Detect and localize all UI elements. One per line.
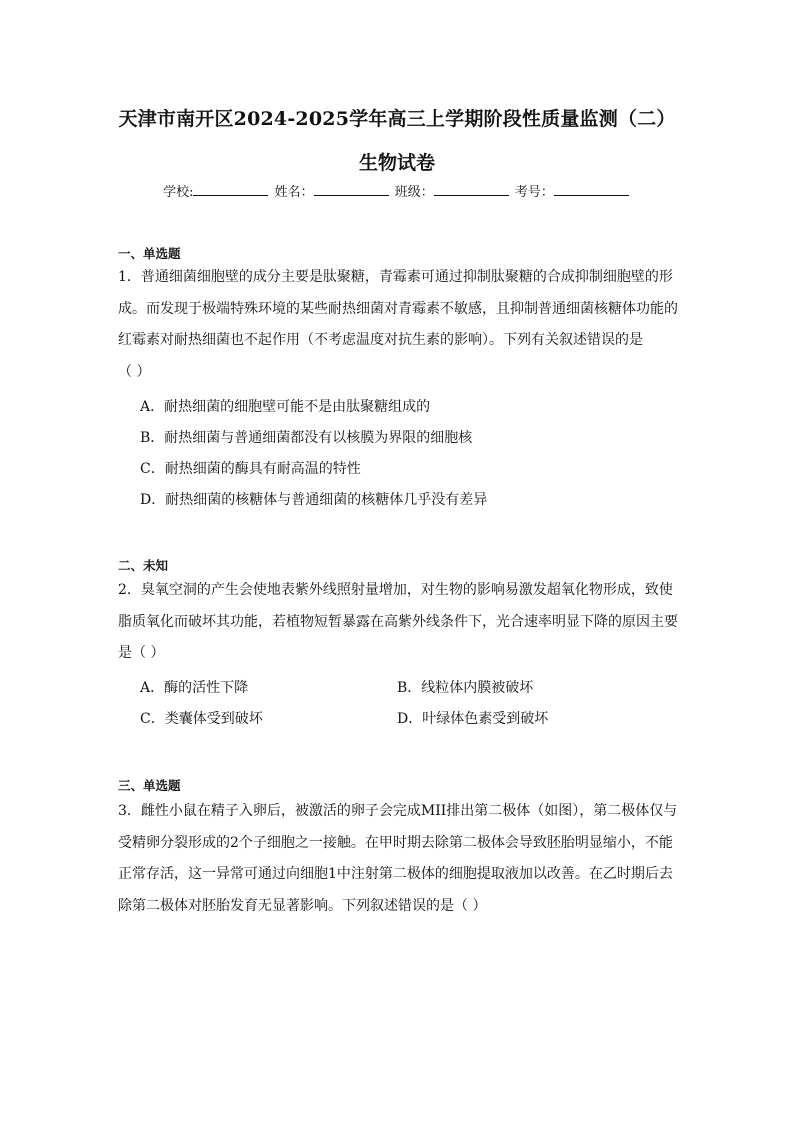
question-1-line: 1．普通细菌细胞壁的成分主要是肽聚糖，青霉素可通过抑制肽聚糖的合成抑制细胞壁的形 (118, 269, 673, 285)
question-2-line: 脂质氧化而破坏其功能，若植物短暂暴露在高紫外线条件下，光合速率明显下降的原因主要 (118, 613, 678, 630)
exam-number-label: 考号： (514, 185, 554, 200)
school-blank[interactable] (193, 183, 268, 196)
question-2-option-a: A．酶的活性下降 (140, 680, 249, 696)
page-title: 天津市南开区2024-2025学年高三上学期阶段性质量监测（二） (118, 108, 676, 130)
question-1-option-b: B．耐热细菌与普通细菌都没有以核膜为界限的细胞核 (140, 430, 473, 446)
question-3-line: 受精卵分裂形成的2个子细胞之一接触。在甲时期去除第二极体会导致胚胎明显缩小，不能 (118, 834, 673, 851)
name-blank[interactable] (314, 183, 389, 196)
question-1-option-a: A．耐热细菌的细胞壁可能不是由肽聚糖组成的 (140, 399, 431, 415)
question-2-option-b: B．线粒体内膜被破坏 (397, 680, 534, 696)
question-3-line: 除第二极体对胚胎发育无显著影响。下列叙述错误的是（ ） (118, 897, 487, 914)
question-3-line: 正常存活，这一异常可通过向细胞1中注射第二极体的细胞提取液加以改善。在乙时期后去 (118, 866, 673, 882)
question-1-line: （ ） (118, 363, 151, 380)
question-1-option-c: C．耐热细菌的酶具有耐高温的特性 (140, 461, 361, 477)
question-2-stem (118, 575, 678, 670)
page-subtitle: 生物试卷 (358, 152, 435, 174)
section-heading-2: 二、未知 (118, 558, 169, 573)
question-1-option-d: D．耐热细菌的核糖体与普通细菌的核糖体几乎没有差异 (140, 492, 488, 508)
section-heading-1: 一、单选题 (118, 246, 181, 261)
class-label: 班级： (394, 185, 434, 200)
question-1-line: 成。而发现于极端特殊环境的某些耐热细菌对青霉素不敏感，且抑制普通细菌核糖体功能的 (118, 300, 678, 317)
student-info-row (0, 181, 794, 200)
name-label: 姓名： (274, 185, 314, 200)
question-2-line: 是（ ） (118, 645, 165, 661)
question-1-line: 红霉素对耐热细菌也不起作用（不考虑温度对抗生素的影响）。下列有关叙述错误的是 (118, 332, 643, 348)
question-2-option-c: C．类囊体受到破坏 (140, 711, 263, 727)
class-blank[interactable] (434, 183, 509, 196)
school-label: 学校: (163, 185, 194, 200)
question-2-line: 2．臭氧空洞的产生会使地表紫外线照射量增加，对生物的影响易激发超氧化物形成，致使 (118, 582, 673, 598)
section-heading-3: 三、单选题 (118, 778, 181, 793)
exam-number-blank[interactable] (554, 183, 629, 196)
question-2-option-d: D．叶绿体色素受到破坏 (397, 711, 549, 727)
question-1-stem (118, 262, 678, 388)
question-3-stem (118, 796, 678, 922)
question-3-line: 3．雌性小鼠在精子入卵后，被激活的卵子会完成MII排出第二极体（如图），第二极体仅与 (118, 803, 678, 819)
